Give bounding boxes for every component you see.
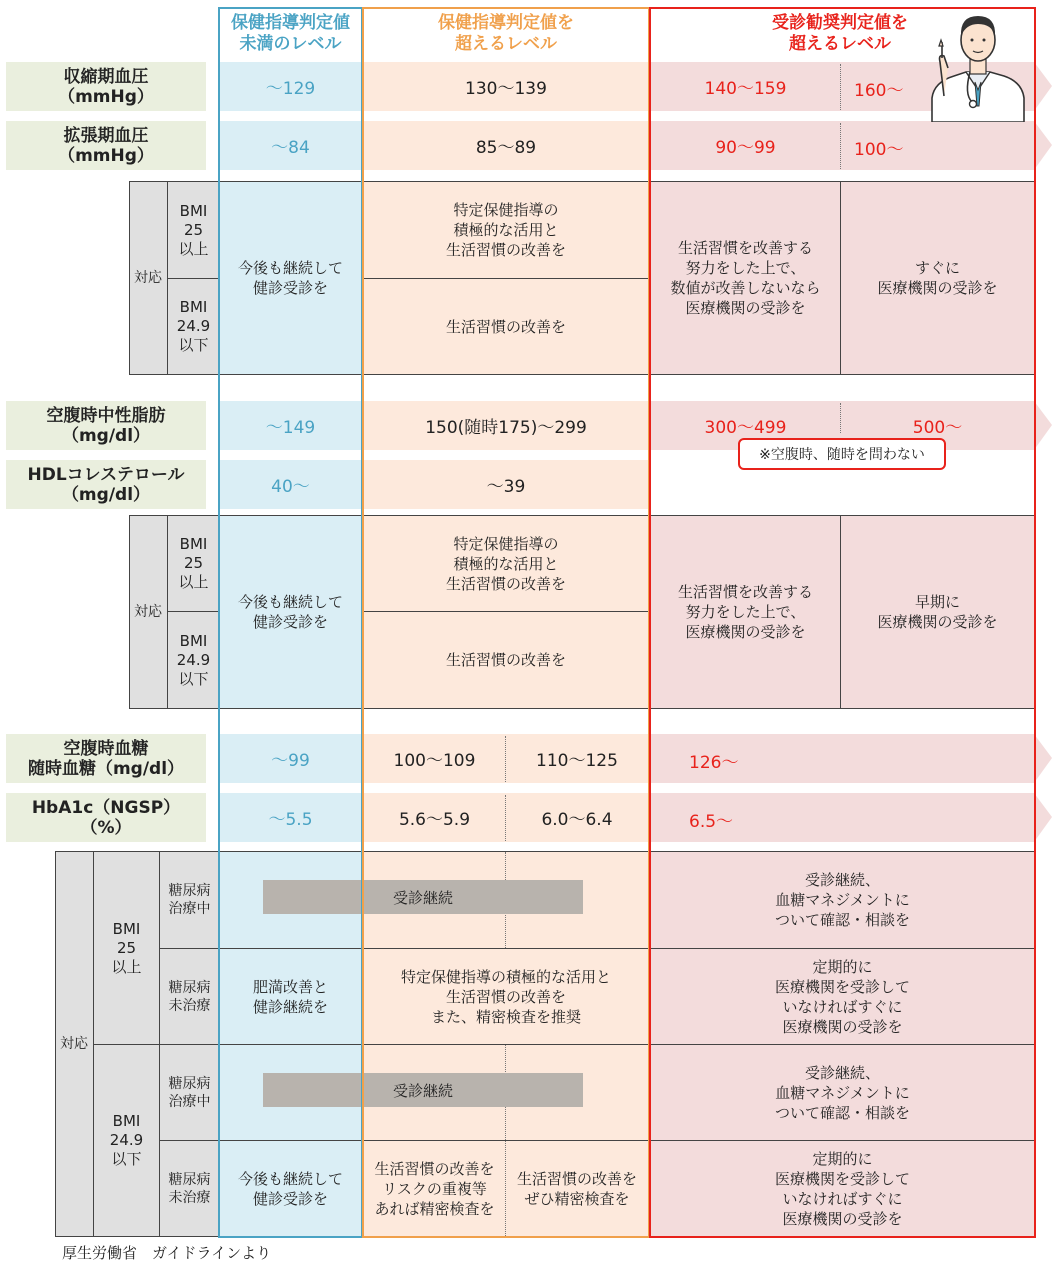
low-untreated-consult: 定期的に 医療機関を受診して いなければすぐに 医療機関の受診を: [774, 1149, 910, 1228]
high-untreated-consult: 定期的に 医療機関を受診して いなければすぐに 医療機関の受診を: [774, 957, 910, 1036]
arrow-tips: [1034, 0, 1054, 860]
bp-guidance-low: 生活習慣の改善を: [445, 317, 566, 336]
lipid-bmi-low: BMI 24.9 以下: [176, 631, 211, 688]
under-column-frame: [218, 7, 363, 1238]
high-untreated-guidance: 特定保健指導の積極的な活用と 生活習慣の改善を また、精密検査を推奨: [364, 949, 648, 1044]
lipid-consult-a: 生活習慣を改善する 努力をした上で、 医療機関の受診を: [677, 583, 813, 641]
bp-bmi-high: BMI 25 以上: [178, 201, 209, 258]
glucose-bmi-low: BMI 24.9 以下: [109, 1112, 144, 1168]
low-treating-label: 糖尿病 治療中: [168, 1075, 211, 1110]
guidance-column-frame: [362, 7, 650, 1238]
hba1c-under: ～5.5: [268, 810, 313, 830]
diastolic-label: 拡張期血圧 （mmHg）: [6, 121, 206, 170]
diastolic-consult-b: 100～: [854, 140, 904, 160]
systolic-consult-b: 160～: [854, 81, 904, 101]
lipid-consult-b: 早期に 医療機関の受診を: [877, 593, 998, 631]
bp-guidance-high: 特定保健指導の 積極的な活用と 生活習慣の改善を: [445, 201, 566, 259]
low-treating-consult: 受診継続、 血糖マネジメントに ついて確認・相談を: [774, 1063, 910, 1122]
header-over-consult: 受診勧奨判定値を 超えるレベル: [772, 13, 908, 54]
lipid-guidance-high: 特定保健指導の 積極的な活用と 生活習慣の改善を: [445, 534, 566, 593]
hba1c-guidance-b: 6.0～6.4: [541, 810, 613, 830]
bp-under-response: 今後も継続して 健診受診を: [237, 259, 343, 297]
systolic-under: ～129: [265, 79, 316, 99]
header-under: 保健指導判定値 未満のレベル: [231, 13, 350, 54]
tg-guidance: 150(随時175)～299: [425, 418, 587, 438]
source-note: 厚生労働省 ガイドラインより: [62, 1244, 272, 1262]
low-untreated-under: 今後も継続して 健診受診を: [237, 1169, 343, 1208]
high-untreated-under: 肥満改善と 健診継続を: [252, 977, 328, 1016]
lipid-response-side: 対応: [134, 604, 162, 620]
diastolic-under: ～84: [271, 138, 310, 158]
systolic-label: 収縮期血圧 （mmHg）: [6, 62, 206, 111]
fbs-guidance-a: 100～109: [393, 751, 476, 771]
hba1c-label: HbA1c（NGSP） （%）: [6, 793, 206, 842]
lipid-guidance-low: 生活習慣の改善を: [445, 651, 566, 669]
glucose-bmi-high: BMI 25 以上: [111, 919, 142, 976]
low-untreated-label: 糖尿病 未治療: [168, 1171, 211, 1206]
high-treating-continue-bar: 受診継続: [263, 880, 583, 914]
tg-note: ※空腹時、随時を問わない: [738, 438, 946, 470]
fbs-consult: 126～: [689, 753, 739, 773]
tg-consult-a: 300～499: [704, 418, 787, 438]
hdl-label: HDLコレステロール （mg/dl）: [6, 460, 206, 509]
fbs-label: 空腹時血糖 随時血糖（mg/dl）: [6, 734, 206, 783]
bp-consult-a: 生活習慣を改善する 努力をした上で、 数値が改善しないなら 医療機関の受診を: [670, 239, 821, 317]
lipid-under-response: 今後も継続して 健診受診を: [237, 593, 343, 631]
low-untreated-guidance-b: 生活習慣の改善を ぜひ精密検査を: [516, 1169, 637, 1208]
diastolic-consult-a: 90～99: [715, 138, 776, 158]
fbs-under: ～99: [271, 751, 310, 771]
systolic-consult-a: 140～159: [704, 79, 787, 99]
consult-column-frame: [649, 7, 1036, 1238]
bp-consult-b: すぐに 医療機関の受診を: [877, 259, 998, 297]
fbs-guidance-b: 110～125: [536, 751, 618, 771]
glucose-response-side: 対応: [60, 1036, 88, 1052]
hdl-under: 40～: [271, 477, 310, 497]
bp-bmi-low: BMI 24.9 以下: [176, 298, 211, 354]
tg-label: 空腹時中性脂肪 （mg/dl）: [6, 401, 206, 450]
high-treating-label: 糖尿病 治療中: [168, 883, 211, 917]
header-over-guidance: 保健指導判定値を 超えるレベル: [438, 13, 574, 54]
tg-under: ～149: [265, 418, 316, 438]
diastolic-guidance: 85～89: [475, 138, 537, 158]
hba1c-consult: 6.5～: [689, 812, 734, 832]
high-untreated-label: 糖尿病 未治療: [168, 979, 211, 1014]
bp-response-side: 対応: [134, 270, 162, 286]
hba1c-guidance-a: 5.6～5.9: [398, 810, 471, 830]
hdl-guidance: ～39: [486, 477, 526, 497]
low-treating-continue-bar: 受診継続: [263, 1073, 583, 1107]
systolic-guidance: 130～139: [465, 79, 547, 99]
low-untreated-guidance-a: 生活習慣の改善を リスクの重複等 あれば精密検査を: [374, 1159, 495, 1218]
tg-consult-b: 500～: [912, 418, 963, 438]
lipid-bmi-high: BMI 25 以上: [178, 535, 209, 591]
high-treating-consult: 受診継続、 血糖マネジメントに ついて確認・相談を: [774, 871, 910, 929]
